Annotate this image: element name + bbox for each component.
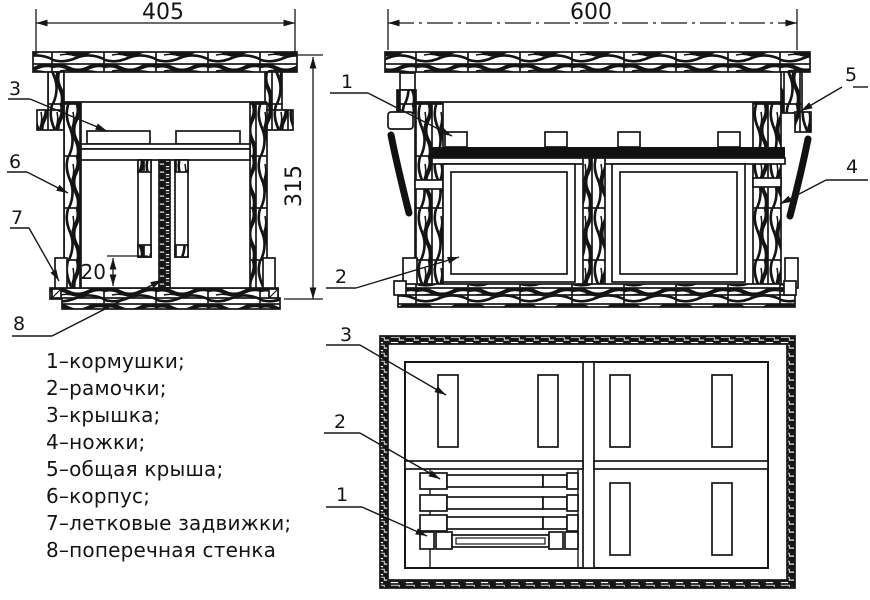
top-feeder bbox=[420, 532, 578, 549]
callout-side-5: 5 bbox=[845, 64, 858, 86]
callout-top-3: 3 bbox=[340, 324, 353, 346]
callout-side-1: 1 bbox=[341, 71, 354, 93]
top-divider-right bbox=[594, 461, 768, 469]
top-frame-bar-3 bbox=[420, 515, 578, 531]
callout-front-7: 7 bbox=[11, 207, 24, 229]
front-bottom-board-lower bbox=[62, 298, 280, 309]
dimension-bottom-gap bbox=[81, 256, 148, 286]
side-entrance-slot-right bbox=[753, 178, 781, 187]
legend-item-5: 5–общая крыша; bbox=[46, 457, 224, 481]
dim-front-width-value: 405 bbox=[142, 0, 184, 25]
top-view bbox=[324, 324, 795, 588]
top-center-partition bbox=[583, 362, 594, 568]
side-board-under-bar bbox=[432, 158, 785, 164]
legend-item-1: 1–кормушки; bbox=[46, 349, 185, 373]
dimension-front-height bbox=[282, 55, 323, 299]
side-roof-rim-left bbox=[388, 73, 416, 129]
side-leg-right bbox=[790, 139, 808, 216]
front-entrance-slide-left bbox=[55, 258, 67, 289]
side-entrance-slot-left bbox=[415, 180, 443, 189]
callout-side-2: 2 bbox=[335, 266, 348, 288]
front-inner-cover bbox=[81, 131, 250, 160]
dimension-side-width bbox=[388, 0, 797, 50]
side-top-bar bbox=[432, 147, 785, 158]
top-frame-bar-1 bbox=[420, 473, 578, 489]
side-feeders bbox=[445, 132, 740, 147]
front-common-roof bbox=[33, 52, 297, 72]
legend-item-6: 6–корпус; bbox=[46, 484, 151, 508]
front-roof-post-left bbox=[48, 72, 64, 111]
legend-item-4: 4–ножки; bbox=[46, 430, 146, 454]
side-bottom-board-lower bbox=[398, 295, 795, 307]
dimension-front-width bbox=[36, 0, 295, 52]
front-ledge-right bbox=[266, 110, 293, 130]
side-leg-left bbox=[391, 135, 409, 213]
callout-side-4: 4 bbox=[846, 156, 859, 178]
top-divider-left bbox=[405, 461, 583, 469]
front-entrance-slide-right bbox=[263, 258, 275, 289]
legend-item-7: 7–летковые задвижки; bbox=[46, 511, 292, 535]
callout-top-2: 2 bbox=[334, 411, 347, 433]
side-common-roof bbox=[385, 52, 810, 72]
front-section-view bbox=[7, 0, 323, 336]
callout-top-1: 1 bbox=[336, 484, 349, 506]
dim-bottom-gap-value: 20 bbox=[80, 260, 106, 284]
legend bbox=[46, 348, 291, 564]
dim-side-width-value: 600 bbox=[570, 0, 612, 25]
callout-front-8: 8 bbox=[13, 313, 26, 335]
side-center-partition bbox=[583, 158, 605, 288]
side-wall-right bbox=[753, 103, 781, 288]
legend-item-3: 3–крышка; bbox=[46, 403, 161, 427]
front-transverse-wall bbox=[159, 160, 170, 288]
legend-item-8: 8–поперечная стенка bbox=[46, 538, 277, 562]
legend-item-2: 2–рамочки; bbox=[46, 376, 167, 400]
front-ledge-left bbox=[37, 110, 64, 130]
side-section-view bbox=[326, 0, 868, 307]
side-wall-left bbox=[415, 103, 443, 288]
top-frame-bar-2 bbox=[420, 495, 578, 511]
callout-front-6: 6 bbox=[9, 151, 22, 173]
callout-front-3: 3 bbox=[9, 78, 22, 100]
side-roof-rim-right bbox=[781, 72, 811, 132]
dim-front-height-value: 315 bbox=[282, 165, 307, 207]
